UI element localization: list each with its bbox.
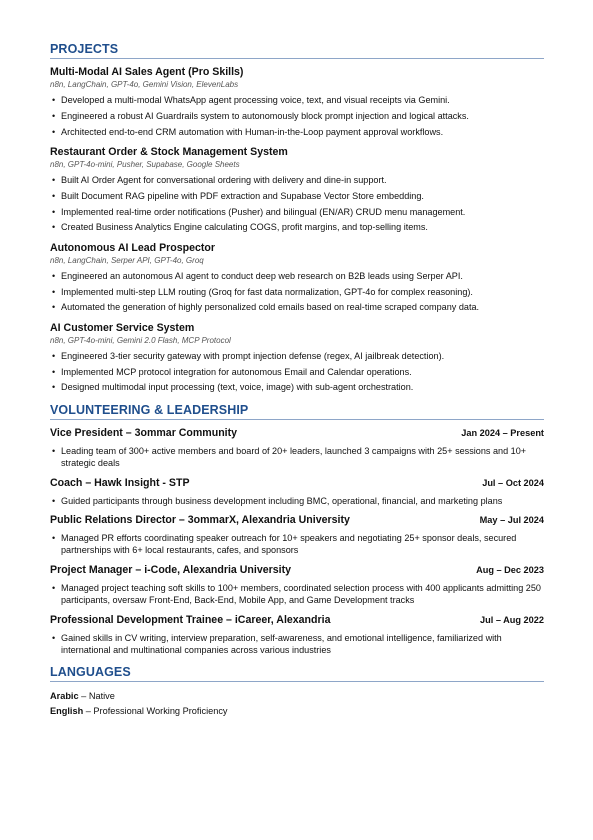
bullet-item: • Created Business Analytics Engine calculating COGS, profit margins, and top-selling items. [50, 221, 544, 233]
role-entry [50, 614, 544, 657]
language-line [50, 704, 544, 719]
project-entry [50, 322, 544, 394]
role-title: Coach – Hawk Insight - STP [50, 476, 190, 489]
role-date: Aug – Dec 2023 [476, 564, 544, 575]
role-bullets [50, 632, 544, 657]
role-title: Project Manager – i-Code, Alexandria University [50, 563, 291, 576]
bullet-item: • Engineered an autonomous AI agent to conduct deep web research on B2B leads using Serper API. [50, 270, 544, 282]
projects-section [50, 42, 544, 394]
role-date: Jul – Oct 2024 [482, 477, 544, 488]
role-bullets [50, 495, 544, 507]
project-entry [50, 146, 544, 234]
bullet-item: • Engineered 3-tier security gateway with prompt injection defense (regex, AI jailbreak detection). [50, 350, 544, 362]
languages-section [50, 665, 544, 719]
bullet-item: • Managed project teaching soft skills to 100+ members, coordinated selection process with 400 applicants admitting 250 participants, oversaw Front-End, Back-End, Mobile App, and Game Development tracks [50, 582, 544, 607]
language-level: – Professional Working Proficiency [83, 706, 228, 717]
section-heading-languages: LANGUAGES [50, 665, 544, 682]
role-title: Professional Development Trainee – iCareer, Alexandria [50, 613, 331, 626]
bullet-item: • Implemented real-time order notifications (Pusher) and bilingual (EN/AR) CRUD menu management. [50, 206, 544, 218]
bullet-item: • Gained skills in CV writing, interview preparation, self-awareness, and emotional intelligence, familiarized with international and multinational companies across various industries [50, 632, 544, 657]
bullet-item: • Designed multimodal input processing (text, voice, image) with sub-agent orchestration. [50, 381, 544, 393]
language-name: English [50, 706, 84, 717]
bullet-item: • Developed a multi-modal WhatsApp agent processing voice, text, and visual receipts via Gemini. [50, 94, 544, 106]
volunteering-section [50, 403, 544, 657]
section-heading-projects: PROJECTS [50, 42, 544, 59]
bullet-item: • Leading team of 300+ active members and board of 20+ leaders, launched 3 campaigns with 25+ sessions and 10+ strategic deals [50, 445, 544, 470]
role-entry [50, 477, 544, 507]
project-bullets [50, 94, 544, 138]
language-line [50, 689, 544, 704]
role-bullets [50, 445, 544, 470]
language-name: Arabic [50, 691, 79, 702]
bullet-item: • Implemented multi-step LLM routing (Groq for fast data normalization, GPT-4o for complex reasoning). [50, 286, 544, 298]
project-title: Multi-Modal AI Sales Agent (Pro Skills) [50, 66, 244, 78]
bullet-item: • Implemented MCP protocol integration for autonomous Email and Calendar operations. [50, 366, 544, 378]
role-entry [50, 514, 544, 557]
role-date: Jul – Aug 2022 [480, 614, 544, 625]
project-entry [50, 66, 544, 138]
role-date: Jan 2024 – Present [461, 427, 544, 438]
project-tech-stack: n8n, LangChain, GPT-4o, Gemini Vision, ElevenLabs [50, 80, 239, 89]
project-bullets [50, 270, 544, 314]
bullet-item: • Managed PR efforts coordinating speaker outreach for 10+ speakers and negotiating 25+ sponsor deals, secured partnerships with 6+ local restaurants, cafes, and sponsors [50, 532, 544, 557]
project-title: Autonomous AI Lead Prospector [50, 241, 215, 254]
role-bullets [50, 532, 544, 557]
project-title: AI Customer Service System [50, 321, 195, 334]
bullet-item: • Engineered a robust AI Guardrails system to autonomously block prompt injection and logical attacks. [50, 110, 544, 122]
bullet-item: • Architected end-to-end CRM automation with Human-in-the-Loop payment approval workflows. [50, 126, 544, 138]
role-date: May – Jul 2024 [479, 515, 544, 526]
project-tech-stack: n8n, GPT-4o-mini, Gemini 2.0 Flash, MCP Protocol [50, 335, 231, 345]
role-bullets [50, 582, 544, 607]
project-entry [50, 242, 544, 314]
role-title: Vice President – 3ommar Community [50, 426, 238, 439]
role-title: Public Relations Director – 3ommarX, Alexandria University [50, 514, 350, 527]
project-bullets [50, 174, 544, 234]
language-level: – Native [78, 691, 115, 702]
project-title: Restaurant Order & Stock Management System [50, 146, 288, 158]
bullet-item: • Built Document RAG pipeline with PDF extraction and Supabase Vector Store embedding. [50, 190, 544, 202]
role-entry [50, 427, 544, 470]
bullet-item: • Automated the generation of highly personalized cold emails based on real-time scraped company data. [50, 301, 544, 313]
project-bullets [50, 350, 544, 394]
bullet-item: • Guided participants through business development including BMC, operational, financial, and marketing plans [50, 495, 544, 507]
project-tech-stack: n8n, LangChain, Serper API, GPT-4o, Groq [50, 255, 204, 265]
section-heading-volunteering: VOLUNTEERING & LEADERSHIP [50, 403, 544, 420]
project-tech-stack: n8n, GPT-4o-mini, Pusher, Supabase, Google Sheets [50, 160, 240, 169]
bullet-item: • Built AI Order Agent for conversational ordering with delivery and dine-in support. [50, 174, 544, 186]
role-entry [50, 564, 544, 607]
